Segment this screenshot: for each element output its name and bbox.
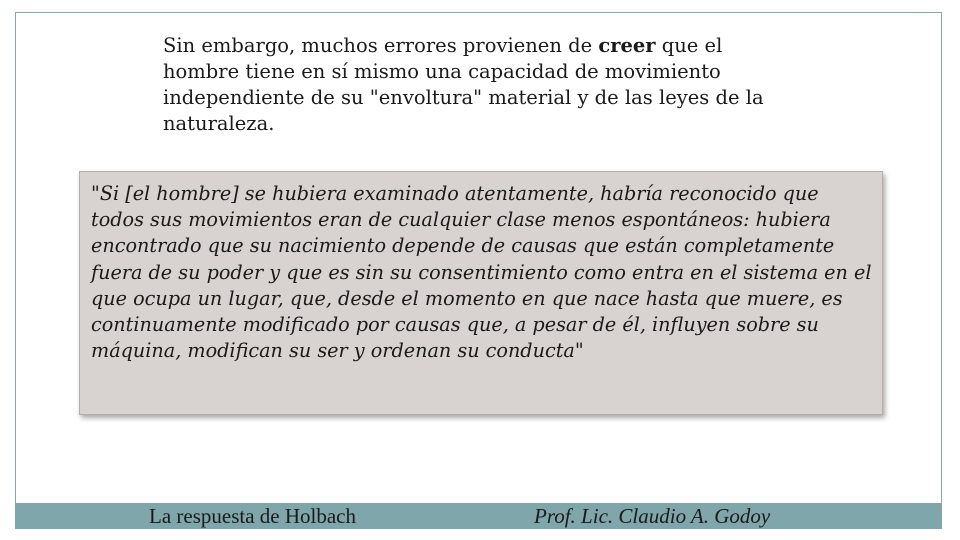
- footer-bar: [15, 503, 942, 529]
- intro-text-end: que el hombre tiene en sí mismo una capacidad de movimiento independiente de su "envoltura" material y de las leyes de la naturaleza.: [163, 34, 764, 135]
- footer-author: Prof. Lic. Claudio A. Godoy: [534, 504, 771, 528]
- quote-text: "Si [el hombre] se hubiera examinado atentamente, habría reconocido que todos sus movimientos eran de cualquier clase menos espontáneos: hubiera encontrado que su nacimiento depende de causas que están completamente fuera de su poder y que es sin su consentimiento como entra en el sistema en el que ocupa un lugar, que, desde el momento en que nace hasta que muere, es continuamente modificado por causas que, a pesar de él, influyen sobre su máquina, modifican su ser y ordenan su conducta": [91, 182, 872, 363]
- footer-title: La respuesta de Holbach: [149, 504, 356, 528]
- intro-bold-word: creer: [598, 34, 656, 57]
- intro-paragraph: [163, 33, 803, 137]
- quote-box: [79, 171, 883, 415]
- intro-text-start: Sin embargo, muchos errores provienen de: [163, 34, 599, 57]
